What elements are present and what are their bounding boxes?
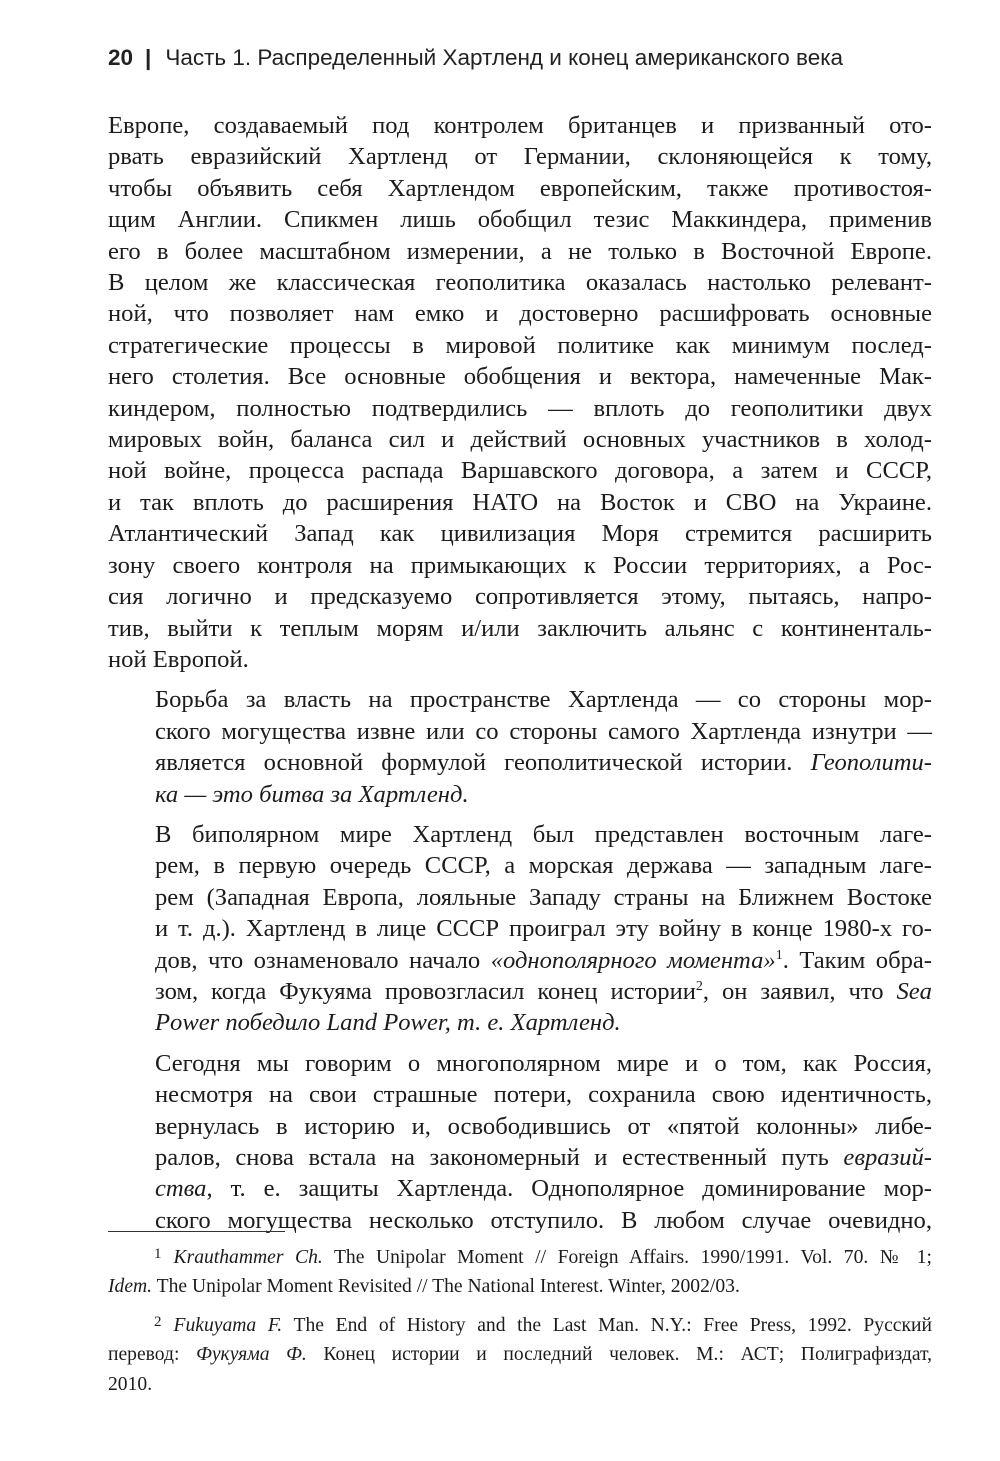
text-segment: , т. е. защиты Хартленда. Однополярное доминирование мор-	[206, 1175, 932, 1203]
text-segment: The Unipolar Moment Revisited // The National Interest. Winter, 2002/03.	[152, 1276, 740, 1298]
text-line	[108, 747, 932, 778]
text-line: вернулась в историю и, освободившись от «пятой колонны» либе-	[155, 1112, 932, 1140]
footnote-1	[108, 1240, 932, 1302]
text-line: и т. д.). Хартленд в лице СССР проиграл эту войну в конце 1980-х го-	[155, 915, 932, 943]
footnote-line	[108, 1240, 932, 1272]
text-line: стратегические процессы в мировой политике как минимум послед-	[108, 331, 932, 359]
text-line: зону своего контроля на примыкающих к России территориях, а Рос-	[108, 551, 932, 579]
text-line: киндером, полностью подтвердились — вплоть до геополитики двух	[108, 394, 932, 422]
footnote-2	[108, 1308, 932, 1399]
text-line: чтобы объявить себя Хартлендом европейским, также противостоя-	[108, 174, 932, 202]
text-segment: зом, когда Фукуяма провозгласил конец истории	[155, 977, 696, 1005]
text-line: несмотря на свои страшные потери, сохранила свою идентичность,	[155, 1081, 932, 1109]
italic-segment: Krauthammer Ch.	[173, 1247, 323, 1268]
footnote-ref-2[interactable]: 2	[695, 978, 703, 994]
text-segment: Конец истории и последний человек. М.: АСТ; Полиграфиздат,	[306, 1344, 933, 1366]
text-line: рвать евразийский Хартленд от Германии, склоняющейся к тому,	[108, 143, 932, 171]
footnote-line: 2010.	[108, 1373, 153, 1395]
text-line: рем (Западная Европа, лояльные Западу страны на Ближнем Востоке	[155, 883, 932, 911]
text-line: ной войне, процесса распада Варшавского договора, а затем и СССР,	[108, 457, 932, 485]
text-line: рем, в первую очередь СССР, а морская держава — западным лаге-	[155, 852, 932, 880]
text-line: щим Англии. Спикмен лишь обобщил тезис Маккиндера, применив	[108, 206, 932, 234]
footnote-line	[108, 1340, 932, 1369]
text-segment: . Таким обра-	[782, 946, 932, 974]
text-line: Атлантический Запад как цивилизация Моря стремится расширить	[108, 520, 932, 548]
italic-segment: Idem.	[108, 1276, 153, 1298]
text-segment: ралов, снова встала на закономерный и естественный путь	[155, 1144, 844, 1171]
text-line: Сегодня мы говорим о многополярном мире и о том, как Россия,	[155, 1049, 932, 1077]
text-line	[108, 1007, 932, 1038]
text-line	[108, 945, 932, 976]
italic-segment: Sea	[896, 977, 932, 1005]
text-line	[108, 1173, 932, 1204]
italic-segment: евразий-	[843, 1144, 932, 1171]
text-line: его в более масштабном измерении, а не только в Восточной Европе.	[108, 237, 932, 265]
body-text	[108, 110, 932, 1236]
text-line: ского могущества несколько отступило. В любом случае очевидно,	[155, 1206, 932, 1234]
text-line	[108, 976, 932, 1007]
running-header	[108, 40, 928, 76]
text-segment: , он заявил, что	[702, 977, 897, 1005]
text-segment: The Unipolar Moment // Foreign Affairs. 1990/1991. Vol. 70. № 1;	[322, 1247, 932, 1268]
italic-segment: Fukuyama F.	[173, 1314, 283, 1336]
page-number: 20	[108, 45, 134, 70]
text-line: ского могущества извне или со стороны самого Хартленда изнутри —	[155, 717, 932, 745]
italic-segment: ства	[155, 1175, 207, 1203]
running-title: Часть 1. Распределенный Хартленд и конец американского века	[165, 45, 844, 70]
text-segment: является основной формулой геополитической истории.	[155, 749, 811, 777]
text-line: него столетия. Все основные обобщения и вектора, намеченные Мак-	[108, 363, 932, 391]
italic-segment: Геополити-	[810, 749, 932, 777]
footnote-divider	[108, 1231, 285, 1232]
footnote-number: 2	[154, 1313, 162, 1330]
text-line: В целом же классическая геополитика оказалась настолько релевант-	[108, 269, 932, 297]
text-line: сия логично и предсказуемо сопротивляется этому, пытаясь, напро-	[108, 583, 932, 611]
paragraph-2	[108, 684, 932, 810]
text-line: В биполярном мире Хартленд был представлен восточным лаге-	[155, 820, 932, 848]
text-line: ной Европой.	[108, 645, 249, 673]
text-segment: The End of History and the Last Man. N.Y.: Free Press, 1992. Русский	[282, 1314, 932, 1336]
footnote-line	[108, 1308, 932, 1340]
text-segment: перевод:	[108, 1344, 197, 1366]
text-line	[108, 1142, 932, 1173]
footnote-ref-1[interactable]: 1	[775, 947, 783, 963]
paragraph-1	[108, 110, 932, 675]
text-segment: дов, что ознаменовало начало	[155, 946, 491, 974]
header-separator: |	[145, 45, 152, 70]
paragraph-4	[108, 1048, 932, 1236]
paragraph-3	[108, 819, 932, 1039]
italic-segment: Фукуяма Ф.	[196, 1344, 307, 1366]
footnote-number: 1	[154, 1246, 162, 1262]
text-line: мировых войн, баланса сил и действий основных участников в холод-	[108, 426, 932, 454]
text-line: Европе, создаваемый под контролем британцев и призванный ото-	[108, 112, 932, 139]
text-line: ной, что позволяет нам емко и достоверно расшифровать основные	[108, 300, 932, 328]
footnotes	[108, 1240, 932, 1405]
italic-segment: «однополярного момента»	[490, 946, 776, 974]
text-line: тив, выйти к теплым морям и/или заключить альянс с континенталь-	[108, 614, 932, 642]
text-line: Борьба за власть на пространстве Хартленда — со стороны мор-	[155, 686, 932, 714]
italic-segment: ка — это битва за Хартленд.	[155, 780, 469, 808]
footnote-line	[108, 1272, 932, 1301]
text-line: и так вплоть до расширения НАТО на Восток и СВО на Украине.	[108, 488, 932, 516]
text-line	[108, 779, 932, 810]
italic-segment: Power победило Land Power, т. е. Хартленд.	[155, 1009, 621, 1037]
